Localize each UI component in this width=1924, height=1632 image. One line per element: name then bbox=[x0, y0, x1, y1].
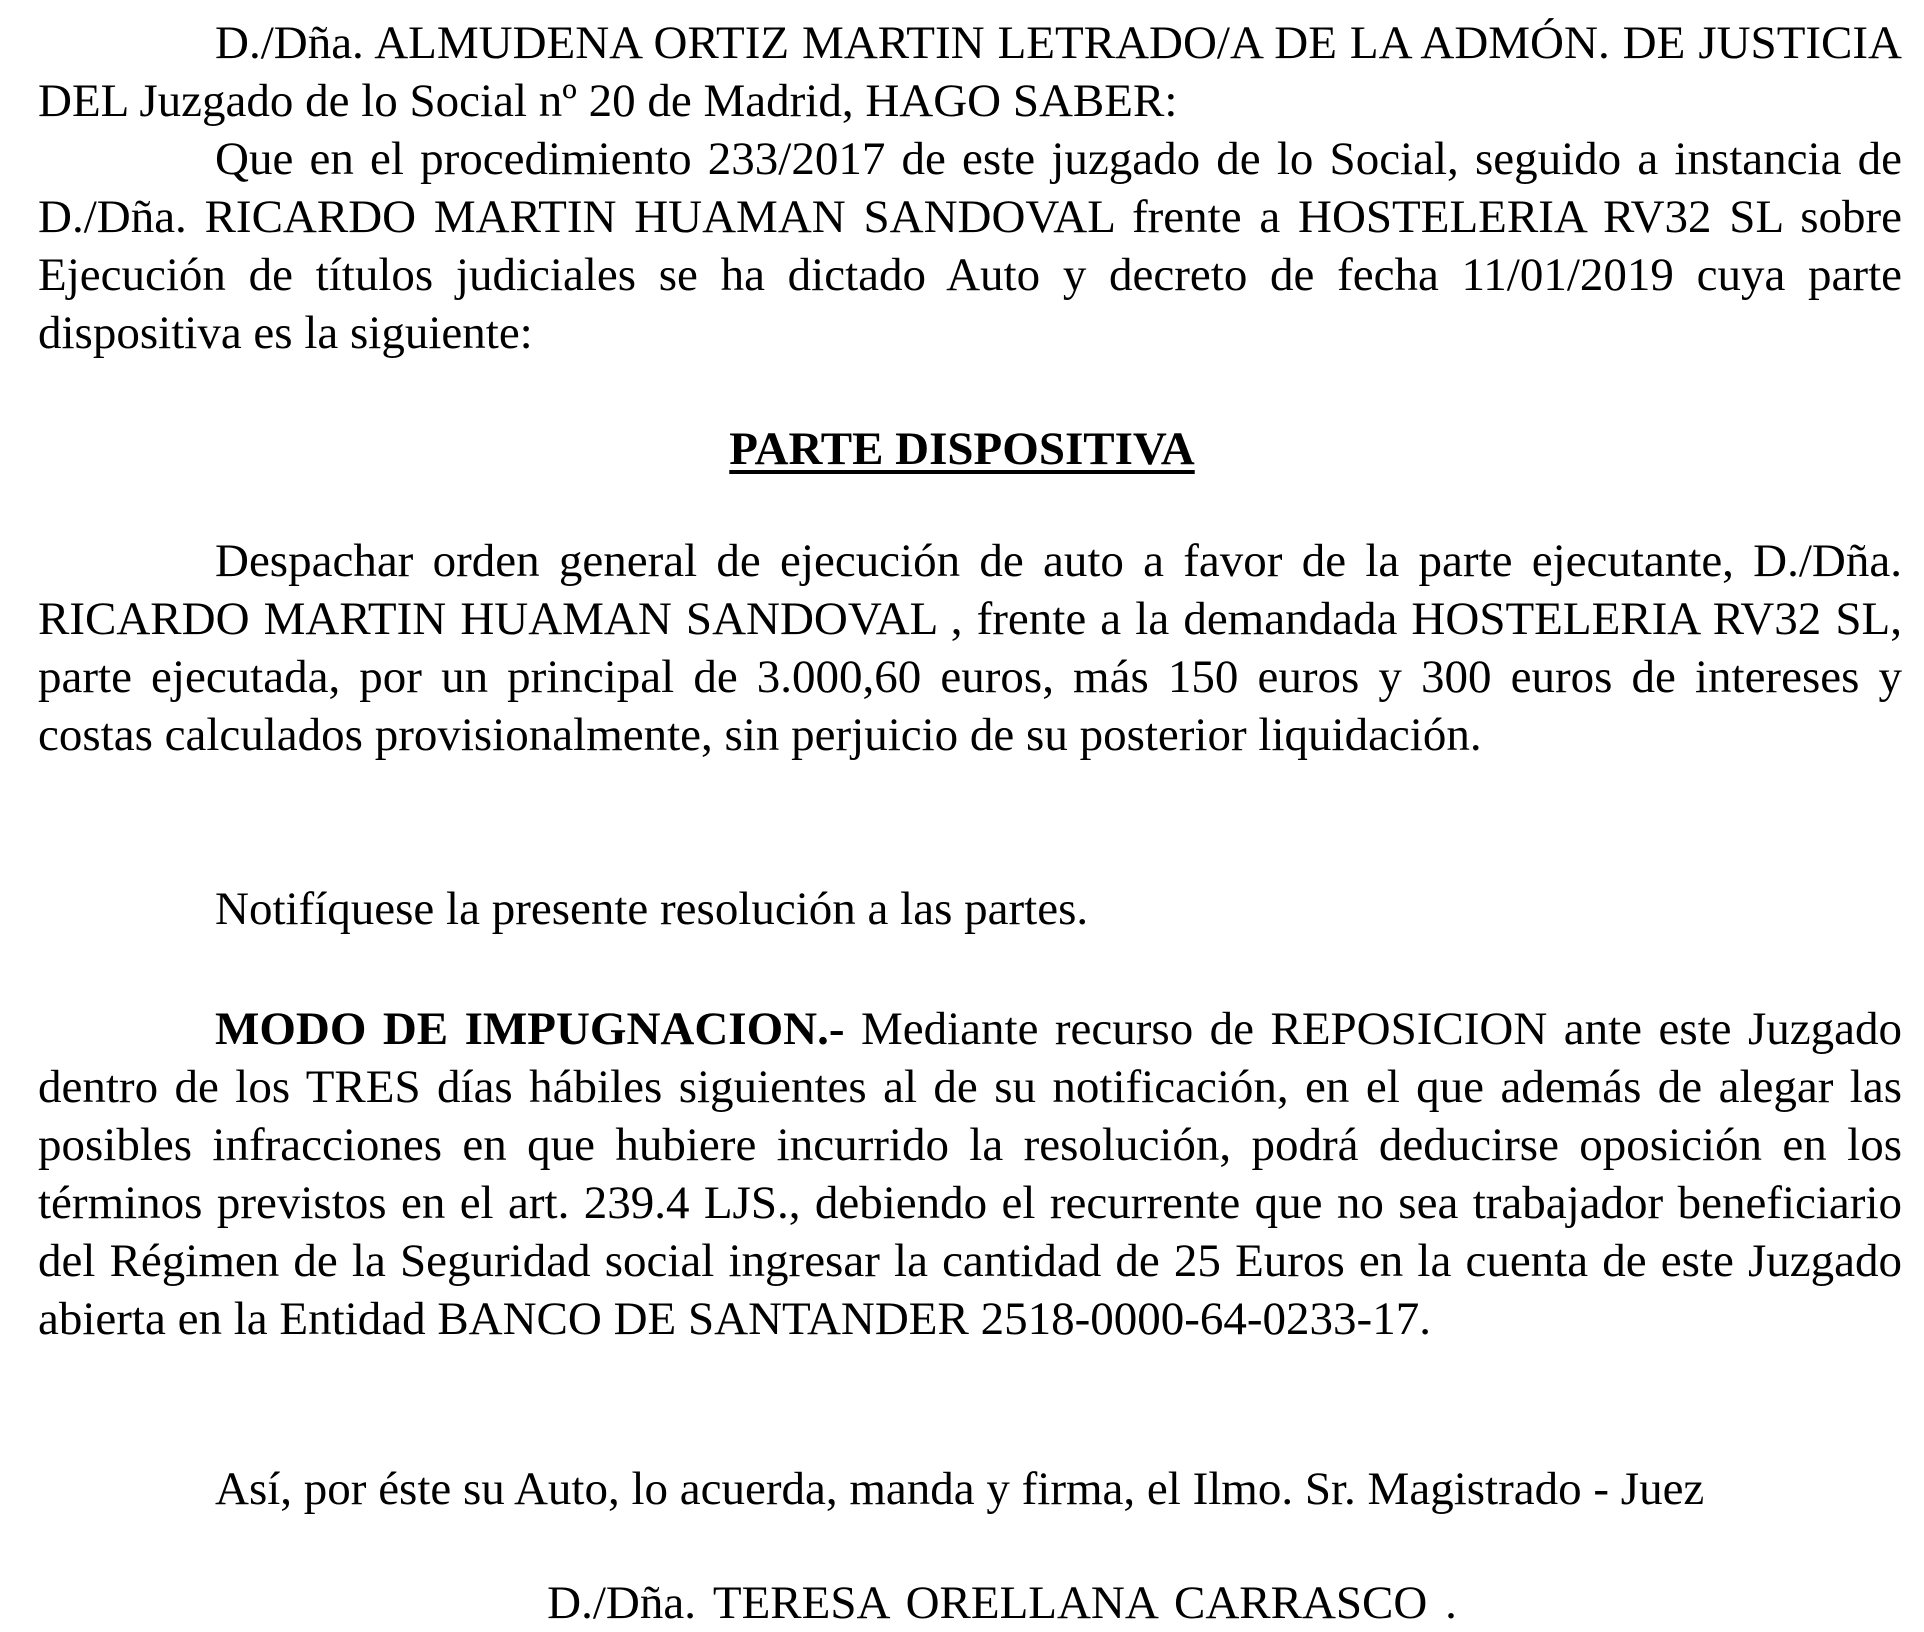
closing-paragraph: Así, por éste su Auto, lo acuerda, manda y firma, el Ilmo. Sr. Magistrado - Juez bbox=[215, 1463, 1705, 1515]
signer-name: D./Dña. TERESA ORELLANA CARRASCO . bbox=[547, 1577, 1457, 1629]
section-heading: PARTE DISPOSITIVA bbox=[729, 423, 1195, 475]
notification-paragraph: Notifíquese la presente resolución a las partes. bbox=[215, 883, 1089, 935]
intro-paragraph: D./Dña. ALMUDENA ORTIZ MARTIN LETRADO/A DE LA ADMÓN. DE JUSTICIA DEL Juzgado de lo Social nº 20 de Madrid, HAGO SABER: bbox=[38, 17, 1902, 127]
impugnation-label: MODO DE IMPUGNACION.- bbox=[215, 1003, 845, 1055]
procedure-paragraph: Que en el procedimiento 233/2017 de este juzgado de lo Social, seguido a instancia de D./Dña. RICARDO MARTIN HUAMAN SANDOVAL frente a HOSTELERIA RV32 SL sobre Ejecución de títulos judiciales se ha dictado Auto y decreto de fecha 11/01/2019 cuya parte dispositiva es la siguiente: bbox=[38, 133, 1902, 359]
dispositive-paragraph: Despachar orden general de ejecución de auto a favor de la parte ejecutante, D./Dña. RICARDO MARTIN HUAMAN SANDOVAL , frente a la demandada HOSTELERIA RV32 SL, parte ejecutada, por un principal de 3.000,60 euros, más 150 euros y 300 euros de intereses y costas calculados provisionalmente, sin perjuicio de su posterior liquidación. bbox=[38, 535, 1902, 761]
impugnation-paragraph bbox=[38, 1000, 1902, 1348]
impugnation-text: Mediante recurso de REPOSICION ante este Juzgado dentro de los TRES días hábiles siguientes al de su notificación, en el que además de alegar las posibles infracciones en que hubiere incurrido la resolución, podrá deducirse oposición en los términos previstos en el art. 239.4 LJS., debiendo el recurrente que no sea trabajador beneficiario del Régimen de la Seguridad social ingresar la cantidad de 25 Euros en la cuenta de este Juzgado abierta en la Entidad BANCO DE SANTANDER 2518-0000-64-0233-17. bbox=[38, 1003, 1903, 1345]
